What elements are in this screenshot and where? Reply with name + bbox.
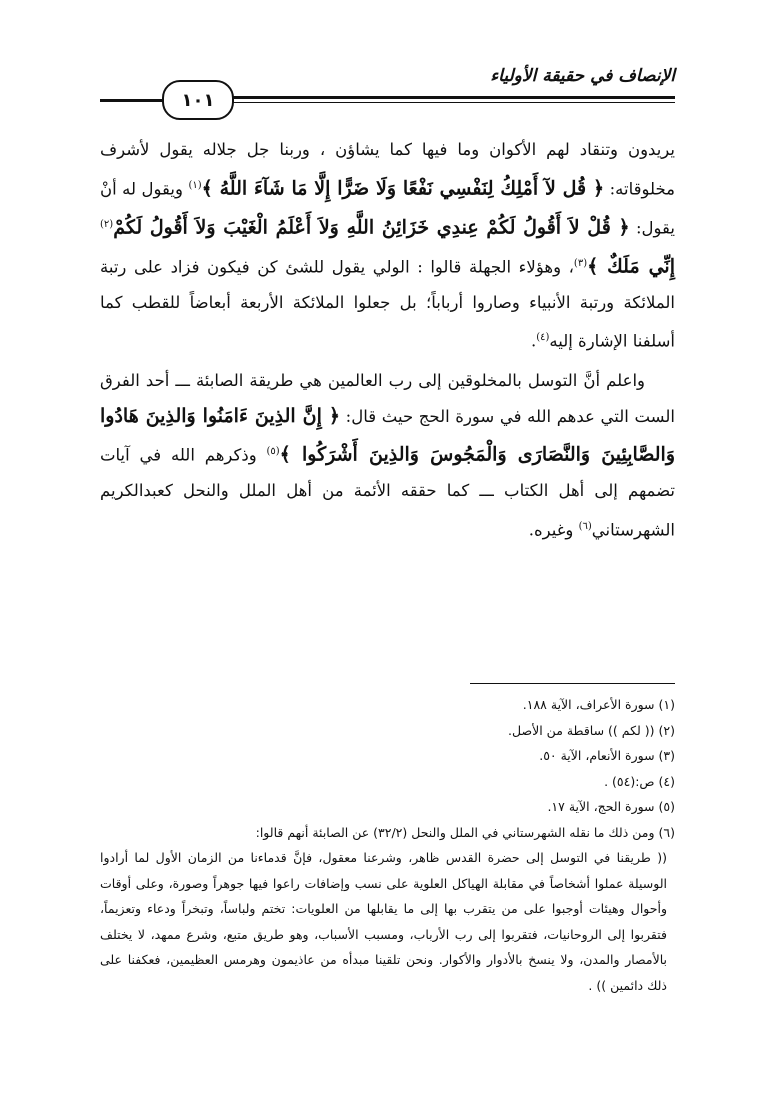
footnote-5: (٥) سورة الحج، الآية ١٧. xyxy=(547,799,675,814)
page-number: ١٠١ xyxy=(162,80,234,120)
footnote-ref: (٥) xyxy=(266,446,280,457)
footnote-1: (١) سورة الأعراف، الآية ١٨٨. xyxy=(522,697,675,712)
running-title: الإنصاف في حقيقة الأولياء xyxy=(490,66,675,86)
footnote-ref: (١) xyxy=(188,179,202,191)
text-run: وذكرهم الله في آيات تضمهم إلى أهل الكتاب ـــ كما حققه الأئمة من أهل الملل والنحل كعبدالكريم الشهرستاني xyxy=(100,445,675,539)
footnote-4: (٤) ص:(٥٤) . xyxy=(604,773,675,789)
footnote-3: (٣) سورة الأنعام، الآية ٥٠. xyxy=(539,748,675,763)
header-rule-thin xyxy=(228,102,675,103)
text-run: . xyxy=(530,331,537,351)
main-text xyxy=(100,132,675,548)
text-run: يريدون وتنقاد لهم الأكوان وما فيها كما يشاؤن ، وربنا جل جلاله يقول لأشرف مخلوقاته: xyxy=(100,140,675,198)
quran-verse: ﴿ قُلْ لاَ أَقُولُ لَكُمْ عِندِي خَزَائِنُ اللَّهِ وَلاَ أَعْلَمُ الْغَيْبَ وَلاَ أَقُولُ لَكُمْ xyxy=(113,216,630,238)
header-rule-left xyxy=(100,99,168,102)
footnote-ref: (٦) xyxy=(578,520,592,532)
text-run: ، وهؤلاء الجهلة قالوا : الولي يقول للشئ كن فيكون فزاد على رتبة الملائكة ورتبة الأنبياء وصاروا أرباباً؛ بل جعلوا الملائكة الأربعة أبعاضاً للقطب كما أسلفنا الإشارة إليه xyxy=(100,257,675,351)
paragraph-1 xyxy=(100,132,675,359)
paragraph-2 xyxy=(100,363,675,548)
footnote-ref: (٣) xyxy=(573,257,588,269)
footnote-separator xyxy=(470,683,675,684)
quran-verse: ﴿ إِنَّ الذِينَ ءَامَنُوا وَالذِينَ هَادُوا وَالصَّابِئِينَ وَالنَّصَارَى وَالْمَجُوسَ وَالذِينَ أَشْرَكُوا ﴾ xyxy=(100,404,675,466)
footnote-6: (٦) ومن ذلك ما نقله الشهرستاني في الملل والنحل (٣٢/٢) عن الصابئة أنهم قالوا: xyxy=(255,824,675,840)
footnotes xyxy=(100,692,675,998)
quran-verse: ﴿ قُل لآ أَمْلِكُ لِنَفْسِي نَفْعًا وَلَا ضَرًّا إِلَّا مَا شَآءَ اللَّهُ ﴾ xyxy=(201,177,605,199)
footnote-ref: (٢) xyxy=(100,218,114,230)
text-run: واعلم أنَّ التوسل بالمخلوقين إلى رب العالمين هي طريقة الصابئة ـــ أحد الفرق الست التي عدهم الله في سورة الحج حيث قال: xyxy=(100,371,676,426)
footnote-2: (٢) (( لكم )) ساقطة من الأصل. xyxy=(508,722,675,738)
footnote-ref: (٤) xyxy=(536,332,550,343)
quran-verse: إِنِّي مَلَكٌ ﴾ xyxy=(587,255,675,277)
header-rule xyxy=(228,96,675,99)
text-run: وغيره. xyxy=(528,520,579,539)
footnote-6-quote: (( طريقنا في التوسل إلى حضرة القدس ظاهر، وشرعنا معقول، فإنَّ قدماءنا من الزمان الأول لما أرادوا الوسيلة عملوا أشخاصاً في مقابلة الهياكل العلوية على نسب وإضافات راعوا فيها جوهراً وصورة، وعلى أوقات وأحوال وهيئات أوجبوا على من يتقرب بها إلى ما يقابلها من العلويات: تختم ولباساً، وتبخراً ودعاء وتعزيماً، فتقربوا إلى الروحانيات، فتقربوا إلى رب الأرباب، ومسبب الأسباب، وهو طريق متبع، وشرع ممهد، لا يختلف بالأمصار والمدن، ولا ينسخ بالأدوار والأكوار. ونحن تلقينا مبدأه من عاذيمون وهرمس العظيمين، فعكفنا على ذلك دائمين )) . xyxy=(100,850,667,993)
text-run: ويقول له أنْ يقول: xyxy=(100,179,675,237)
